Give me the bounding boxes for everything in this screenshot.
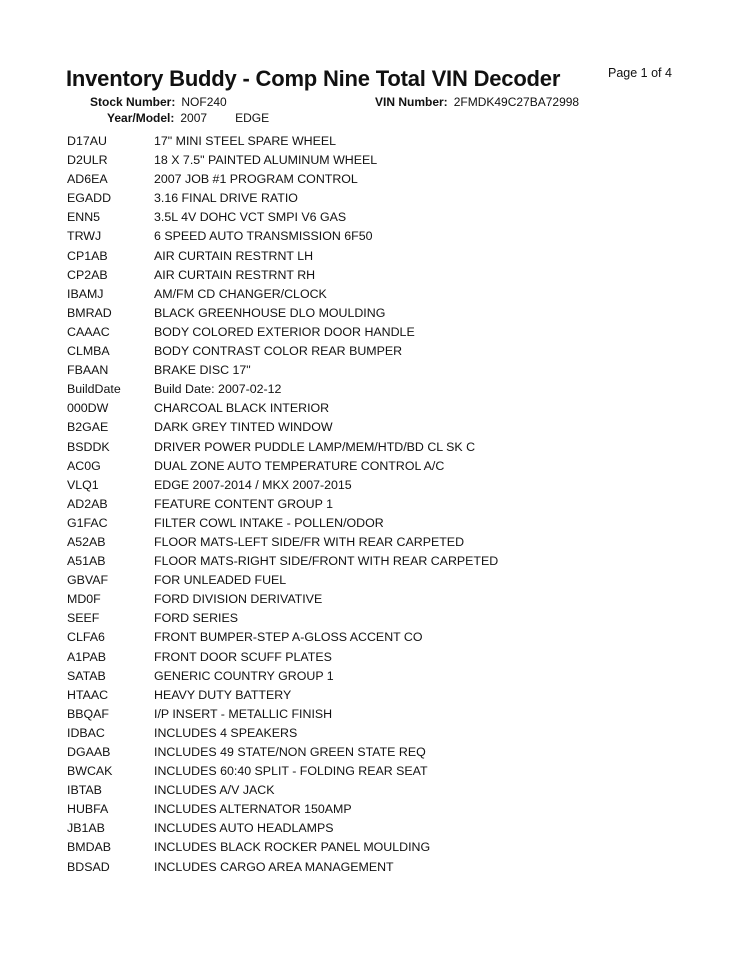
list-item [0, 571, 742, 590]
option-description: AM/FM CD CHANGER/CLOCK [154, 286, 327, 301]
option-description: FLOOR MATS-RIGHT SIDE/FRONT WITH REAR CARPETED [154, 554, 499, 569]
option-code: D2ULR [67, 153, 108, 168]
option-description: FEATURE CONTENT GROUP 1 [154, 496, 333, 511]
list-item [0, 819, 742, 838]
list-item [0, 686, 742, 705]
option-description: INCLUDES CARGO AREA MANAGEMENT [154, 859, 394, 874]
option-code: MD0F [67, 592, 101, 607]
list-item [0, 304, 742, 323]
list-item [0, 724, 742, 743]
option-code: CLFA6 [67, 630, 105, 645]
option-description: BLACK GREENHOUSE DLO MOULDING [154, 305, 386, 320]
list-item [0, 533, 742, 552]
option-code: DGAAB [67, 745, 111, 759]
option-code: BWCAK [67, 764, 113, 779]
option-code: CAAAC [67, 324, 110, 339]
option-description: AIR CURTAIN RESTRNT RH [154, 267, 316, 282]
option-code: A1PAB [67, 649, 107, 664]
option-code: D17AU [67, 134, 107, 148]
year-model-label: Year/Model: [107, 111, 175, 125]
option-code: TRWJ [67, 229, 102, 244]
list-item [0, 189, 742, 208]
option-description: DARK GREY TINTED WINDOW [154, 420, 333, 435]
option-description: INCLUDES 49 STATE/NON GREEN STATE REQ [154, 745, 426, 759]
list-item [0, 266, 742, 285]
option-description: FRONT DOOR SCUFF PLATES [154, 649, 332, 664]
option-code: IBTAB [67, 783, 102, 798]
vin-number [375, 95, 579, 109]
option-code: GBVAF [67, 573, 109, 588]
option-description: HEAVY DUTY BATTERY [154, 687, 292, 702]
option-description: 17" MINI STEEL SPARE WHEEL [154, 134, 337, 148]
option-code: SATAB [67, 668, 106, 683]
option-description: BODY CONTRAST COLOR REAR BUMPER [154, 344, 403, 359]
option-code: B2GAE [67, 420, 109, 435]
option-code: AD6EA [67, 172, 108, 187]
stock-number [90, 95, 227, 109]
option-code: CP1AB [67, 248, 108, 263]
option-description: GENERIC COUNTRY GROUP 1 [154, 668, 334, 683]
option-code: HUBFA [67, 802, 109, 817]
option-code: G1FAC [67, 515, 108, 530]
option-code: CLMBA [67, 344, 110, 359]
list-item [0, 170, 742, 189]
option-description: INCLUDES A/V JACK [154, 783, 275, 798]
option-code: IBAMJ [67, 286, 104, 301]
option-description: FRONT BUMPER-STEP A-GLOSS ACCENT CO [154, 630, 423, 645]
document-title: Inventory Buddy - Comp Nine Total VIN Decoder [66, 66, 561, 91]
list-item [0, 609, 742, 628]
option-code: BSDDK [67, 439, 110, 454]
option-description: FOR UNLEADED FUEL [154, 573, 287, 588]
option-code: 000DW [67, 401, 109, 416]
option-description: INCLUDES 4 SPEAKERS [154, 725, 298, 740]
list-item [0, 590, 742, 609]
list-item [0, 667, 742, 686]
list-item [0, 762, 742, 781]
option-description: FORD DIVISION DERIVATIVE [154, 592, 323, 607]
option-code: FBAAN [67, 363, 109, 378]
option-code: VLQ1 [67, 477, 99, 492]
option-code: BMDAB [67, 840, 112, 855]
option-description: 3.16 FINAL DRIVE RATIO [154, 191, 298, 206]
list-item [0, 495, 742, 514]
option-description: DRIVER POWER PUDDLE LAMP/MEM/HTD/BD CL SK C [154, 439, 476, 454]
list-item [0, 247, 742, 266]
year-value: 2007 [180, 111, 208, 125]
list-item [0, 399, 742, 418]
list-item [0, 743, 742, 762]
list-item [0, 648, 742, 667]
option-description: 3.5L 4V DOHC VCT SMPI V6 GAS [154, 210, 347, 225]
list-item [0, 418, 742, 437]
option-description: DUAL ZONE AUTO TEMPERATURE CONTROL A/C [154, 458, 445, 473]
option-code: AD2AB [67, 496, 108, 511]
vin-number-label: VIN Number: [375, 95, 448, 109]
option-description: EDGE 2007-2014 / MKX 2007-2015 [154, 477, 352, 492]
list-item [0, 628, 742, 647]
option-code: BuildDate [67, 382, 121, 397]
list-item [0, 151, 742, 170]
option-code: IDBAC [67, 725, 105, 740]
list-item [0, 208, 742, 227]
option-description: CHARCOAL BLACK INTERIOR [154, 401, 330, 416]
list-item [0, 838, 742, 857]
model-value: EDGE [235, 111, 270, 125]
list-item [0, 342, 742, 361]
vin-number-value: 2FMDK49C27BA72998 [453, 95, 580, 109]
option-code: EGADD [67, 191, 112, 206]
list-item [0, 227, 742, 246]
option-code: SEEF [67, 611, 100, 626]
option-description: Build Date: 2007-02-12 [154, 382, 282, 397]
option-code: ENN5 [67, 210, 101, 225]
option-description: BRAKE DISC 17" [154, 363, 251, 378]
option-description: 2007 JOB #1 PROGRAM CONTROL [154, 172, 358, 187]
option-description: 6 SPEED AUTO TRANSMISSION 6F50 [154, 229, 373, 244]
option-code: BDSAD [67, 859, 110, 874]
list-item [0, 552, 742, 571]
option-description: 18 X 7.5" PAINTED ALUMINUM WHEEL [154, 153, 378, 168]
option-code-list [0, 132, 742, 877]
option-code: BMRAD [67, 305, 112, 320]
option-code: JB1AB [67, 821, 105, 836]
option-description: I/P INSERT - METALLIC FINISH [154, 706, 333, 721]
list-item [0, 800, 742, 819]
option-code: AC0G [67, 458, 101, 473]
option-code: CP2AB [67, 267, 108, 282]
stock-number-value: NOF240 [181, 95, 227, 109]
option-description: AIR CURTAIN RESTRNT LH [154, 248, 314, 263]
option-description: BODY COLORED EXTERIOR DOOR HANDLE [154, 324, 415, 339]
option-description: INCLUDES AUTO HEADLAMPS [154, 821, 334, 836]
list-item [0, 476, 742, 495]
page-number: Page 1 of 4 [608, 66, 672, 80]
list-item [0, 285, 742, 304]
list-item [0, 380, 742, 399]
option-description: FORD SERIES [154, 611, 238, 626]
list-item [0, 361, 742, 380]
option-description: FILTER COWL INTAKE - POLLEN/ODOR [154, 515, 384, 530]
option-code: BBQAF [67, 706, 109, 721]
year-model [107, 111, 269, 125]
list-item [0, 457, 742, 476]
list-item [0, 438, 742, 457]
option-code: HTAAC [67, 687, 109, 702]
list-item [0, 781, 742, 800]
option-code: A51AB [67, 554, 106, 569]
list-item [0, 705, 742, 724]
stock-number-label: Stock Number: [90, 95, 176, 109]
list-item [0, 514, 742, 533]
option-description: INCLUDES 60:40 SPLIT - FOLDING REAR SEAT [154, 764, 428, 779]
list-item [0, 323, 742, 342]
list-item [0, 132, 742, 151]
option-code: A52AB [67, 534, 106, 549]
option-description: INCLUDES ALTERNATOR 150AMP [154, 802, 352, 817]
option-description: INCLUDES BLACK ROCKER PANEL MOULDING [154, 840, 431, 855]
option-description: FLOOR MATS-LEFT SIDE/FR WITH REAR CARPETED [154, 534, 465, 549]
list-item [0, 858, 742, 877]
